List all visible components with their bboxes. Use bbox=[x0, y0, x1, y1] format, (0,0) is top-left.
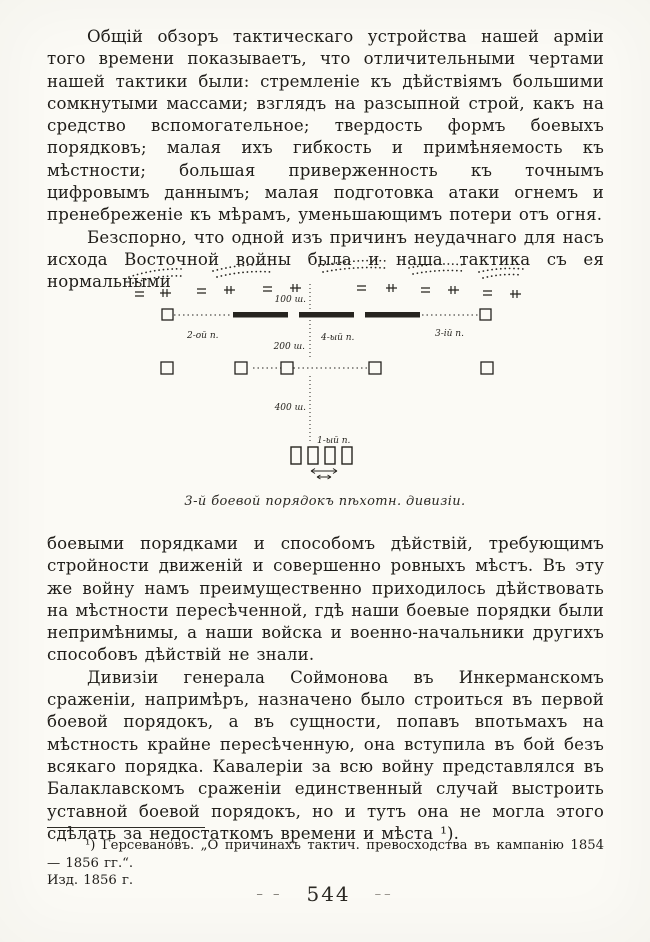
footnote-separator bbox=[47, 827, 205, 828]
tactical-diagram-figure bbox=[0, 256, 650, 509]
battalion-bar bbox=[233, 312, 288, 318]
page-number-row bbox=[0, 882, 650, 906]
battalion-square bbox=[235, 362, 247, 374]
first-line-battalions bbox=[162, 309, 491, 320]
battalion-bar bbox=[365, 312, 420, 318]
interval-arrows bbox=[311, 469, 337, 480]
reserve-column bbox=[325, 447, 335, 464]
battalion-square bbox=[281, 362, 293, 374]
regiment-label-1: 1-ый п. bbox=[317, 436, 351, 446]
paragraph-1: Общій обзоръ тактическаго устройства нашей арміи того времени показываетъ, что отличительными чертами нашей тактики были: стремленіе къ дѣйствіямъ большими сомкнутыми массами; взглядъ на разсыпной строй, какъ на средство вспомогательное; твердость формъ боевыхъ порядковъ; малая ихъ гибкость и примѣняемость къ мѣстности; большая приверженность къ точнымъ цифровымъ даннымъ; малая подготовка атаки огнемъ и пренебреженіе къ мѣрамъ, уменьшающимъ потери отъ огня. bbox=[47, 27, 604, 225]
paragraph-2: Безспорно, что одной изъ причинъ неудачнаго для насъ исхода Восточной войны была и наша тактика съ ея нормальными bbox=[47, 227, 604, 292]
reserve-column bbox=[342, 447, 352, 464]
body-text-top bbox=[47, 26, 604, 294]
distance-200 bbox=[273, 320, 310, 360]
body-text-bottom bbox=[47, 533, 604, 845]
tactical-diagram bbox=[105, 256, 545, 488]
reserve-column bbox=[308, 447, 318, 464]
flank-battalion-square bbox=[162, 309, 173, 320]
skirmish-dots bbox=[129, 261, 523, 283]
scan-mark-right: –– bbox=[374, 886, 394, 902]
distance-label-100: 100 ш. bbox=[274, 295, 306, 305]
paragraph-3: боевыми порядками и способомъ дѣйствій, требующимъ стройности движеній и совершенно ровныхъ мѣстъ. Въ эту же войну намъ преимущественно приходилось дѣйствовать на мѣстности пересѣченной, гдѣ наши боевые порядки были непримѣнимы, а наши войска и военно-начальники другихъ способовъ дѣйствій не знали. bbox=[47, 534, 604, 665]
regiment-label-4: 4-ый п. bbox=[321, 333, 355, 343]
scan-mark-left: – – bbox=[256, 886, 283, 902]
flank-battalion-square bbox=[480, 309, 491, 320]
distance-label-200: 200 ш. bbox=[273, 342, 305, 352]
reserve-regiment bbox=[291, 436, 352, 479]
page-number: 544 bbox=[306, 882, 351, 906]
reserve-column bbox=[291, 447, 301, 464]
regiment-label-3: 3-ій п. bbox=[435, 329, 464, 339]
second-line-battalions bbox=[161, 362, 493, 374]
distance-400 bbox=[274, 376, 310, 442]
figure-caption: 3-й боевой порядокъ пѣхотн. дивизіи. bbox=[184, 494, 466, 509]
distance-label-400: 400 ш. bbox=[274, 403, 306, 413]
footnote-line-2: Изд. 1856 г. bbox=[47, 873, 134, 889]
footnote-line-1: ¹) Герсевановъ. „О причинахъ тактич. превосходства въ кампанію 1854 — 1856 гг.“. bbox=[47, 838, 604, 871]
support-marks bbox=[135, 284, 521, 298]
paragraph-4: Дивизіи генерала Соймонова въ Инкерманскомъ сраженіи, напримѣръ, назначено было строиться въ первой боевой порядокъ, а въ сущности, попавъ впотьмахъ на мѣстность крайне пересѣченную, она вступила въ бой безъ всякаго порядка. Кавалеріи за всю войну представлялся въ Балаклавскомъ сраженіи единственный случай выстроить уставной боевой порядокъ, но и тутъ она не могла этого сдѣлать за недостаткомъ времени и мѣста ¹). bbox=[47, 667, 604, 843]
battalion-square bbox=[369, 362, 381, 374]
battalion-square bbox=[161, 362, 173, 374]
battalion-bar bbox=[299, 312, 354, 318]
regiment-label-2: 2-ой п. bbox=[187, 331, 219, 341]
battalion-square bbox=[481, 362, 493, 374]
